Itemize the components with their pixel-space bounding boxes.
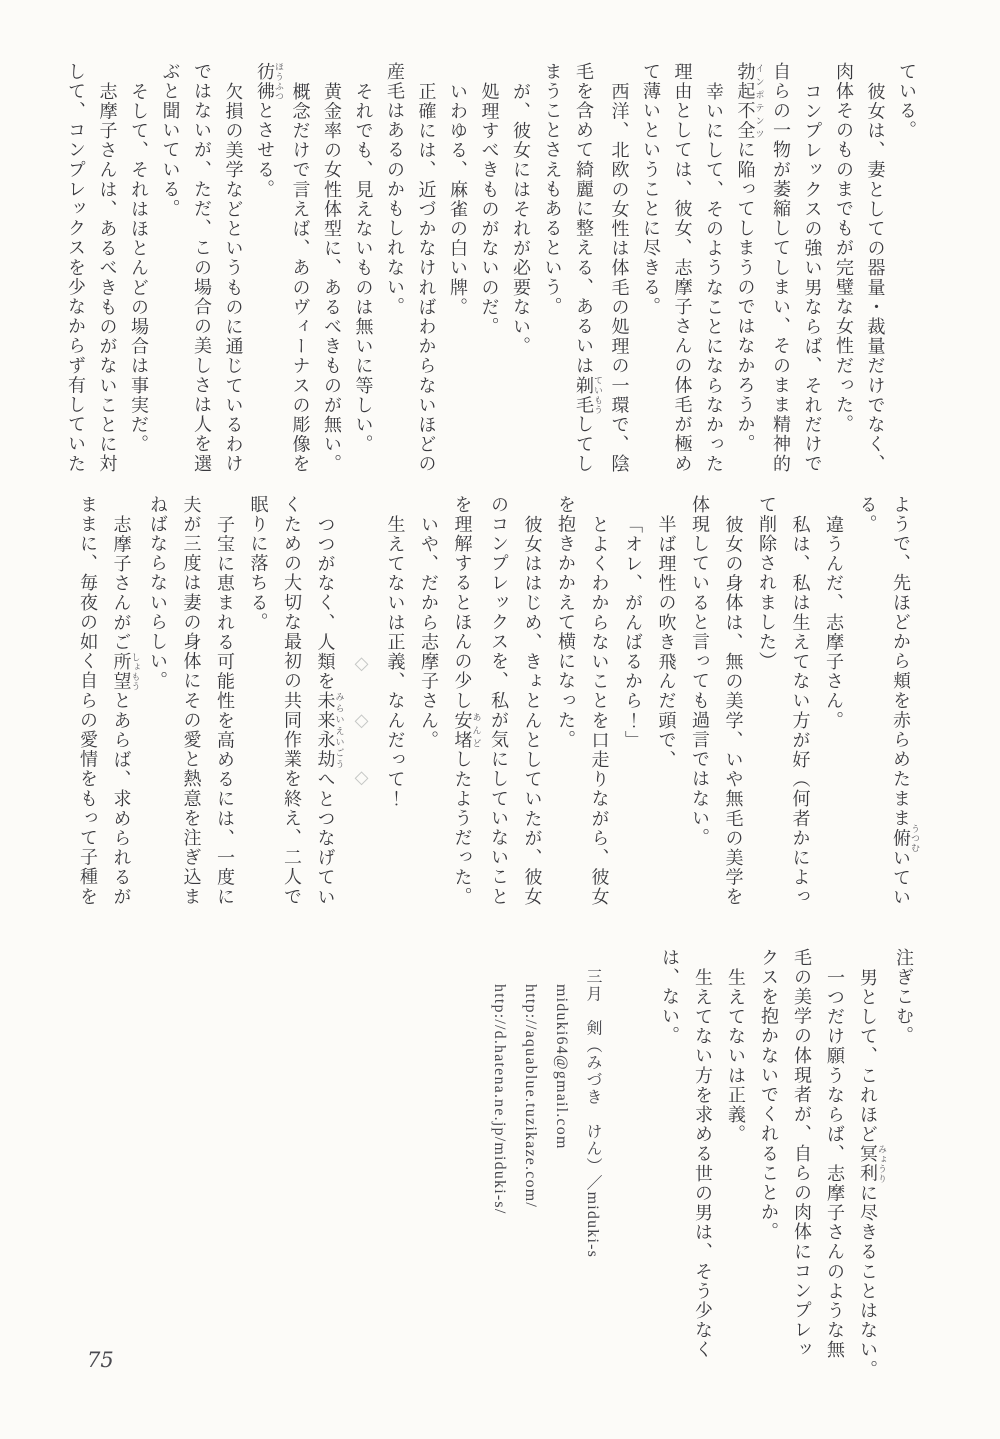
text-band-middle — [71, 495, 921, 940]
text-column: つつがなく、人類を未来永劫 みらいえいごうへとつなげてい — [315, 515, 345, 908]
text-column: て削除されました） — [757, 495, 777, 672]
text-column: 黄金率の女性体型に、あるべきものが無い。 — [322, 82, 342, 474]
text-column: 志摩子さんは、あるべきものがないことに対 — [97, 82, 118, 474]
text-column: 体現していると言っても過言ではない。 — [690, 495, 710, 848]
text-column: は、ない。 — [660, 948, 680, 1046]
text-column: 三月 剣（みづき けん）／miduki-s — [584, 968, 601, 1259]
text-column: ではないが、ただ、この場合の美しさは人を選 — [192, 62, 212, 474]
text-column: 勃起不全 インポテンツに陥ってしまうのではなかろうか。 — [735, 62, 765, 455]
text-column: 幸いにして、そのようなことにならなかった — [704, 82, 724, 474]
text-column: ねばならないらしい。 — [148, 495, 168, 691]
text-column: 違うんだ、志摩子さん。 — [824, 515, 844, 731]
text-column: それでも、見えないものは無いに等しい。 — [353, 82, 374, 455]
text-band-top — [60, 62, 923, 497]
text-column: コンプレックスの強い男ならば、それだけで — [802, 82, 823, 474]
text-column: ままに、毎夜の如く自らの愛情をもって子種を — [78, 495, 98, 907]
text-column: くための大切な最初の共同作業を終え、二人で — [282, 495, 302, 907]
section-divider: ◇ ◇ ◇ — [352, 653, 372, 797]
text-column: 彷彿 ほうふつとさせる。 — [255, 62, 284, 200]
text-column: 「オレ、がんばるから！」 — [623, 515, 643, 751]
text-column: 正確には、近づかなければわからないほどの — [416, 82, 437, 474]
text-column: 毛を含めて綺麗に整える、あるいは剃毛 ていもうしてし — [574, 62, 603, 474]
text-column: 生えてない方を求める世の男は、そう少なく — [693, 968, 713, 1360]
text-column: 半ば理性の吹き飛んだ頭で、 — [656, 515, 677, 770]
text-column: 彼女の身体は、無の美学、いや無毛の美学を — [723, 515, 744, 907]
text-column: 一つだけ願うならば、志摩子さんのような無 — [825, 968, 845, 1360]
text-column: 肉体そのものまでもが完璧な女性だった。 — [834, 62, 854, 435]
text-column: して、コンプレックスを少なからず有していた — [66, 62, 86, 474]
text-column: http://aquablue.tuzikaze.com/ — [522, 984, 539, 1209]
text-column: 処理すべきものがないのだ。 — [479, 82, 500, 337]
text-band-bottom — [653, 948, 920, 1380]
text-column: 概念だけで言えば、あのヴィーナスの彫像を — [290, 82, 311, 474]
text-column: が、彼女にはそれが必要ない。 — [511, 82, 531, 357]
text-column: 毛の美学の体現者が、自らの肉体にコンプレッ — [792, 948, 812, 1360]
text-column: クスを抱かないでくれることか。 — [759, 948, 779, 1242]
text-column: いわゆる、麻雀の白い牌。 — [448, 82, 468, 318]
text-column: そして、それはほとんどの場合は事実だ。 — [129, 82, 149, 455]
page-number: 75 — [87, 1348, 114, 1372]
text-column: 理由としては、彼女、志摩子さんの体毛が極め — [672, 62, 693, 474]
text-column: いや、だから志摩子さん。 — [419, 515, 439, 751]
text-column: 夫が三度は妻の身体にその愛と熱意を注ぎ込ま — [181, 495, 202, 907]
text-column: 眠りに落ちる。 — [248, 495, 269, 633]
text-column: 男として、これほど冥利 みょうりに尽きることはない。 — [858, 968, 887, 1380]
text-column: 注ぎこむ。 — [894, 948, 914, 1046]
text-column: とよくわからないことを口走りながら、彼女 — [589, 515, 610, 907]
text-column: 彼女は、妻としての器量・裁量だけでなく、 — [865, 82, 886, 474]
text-column: 子宝に恵まれる可能性を高めるには、一度に — [215, 515, 235, 907]
text-column: http://d.hatena.ne.jp/miduki-s/ — [491, 984, 508, 1215]
text-column: ようで、先ほどから頬を赤らめたまま俯 うつむいてい — [891, 495, 920, 908]
text-column: のコンプレックスを、私が気にしていないこと — [489, 495, 509, 907]
text-column: を理解するとほんの少し安堵 あんどしたようだった。 — [452, 495, 482, 907]
text-column: 欠損の美学などというものに通じているわけ — [223, 82, 244, 474]
text-column: ぶと聞いている。 — [160, 62, 181, 219]
text-column: 志摩子さんがご所望 しょもうとあらば、求められるが — [111, 515, 141, 908]
text-column: 彼女ははじめ、きょとんとしていたが、彼女 — [522, 515, 543, 907]
text-column: まうことさえもあるという。 — [542, 62, 563, 317]
text-column: 自らの一物が萎縮してしまい、そのまま精神的 — [771, 62, 791, 474]
colophon-block — [484, 968, 608, 1348]
text-column: を抱きかかえて横になった。 — [556, 495, 576, 750]
text-column: 西洋、北欧の女性は体毛の処理の一環で、陰 — [609, 82, 630, 474]
text-column: 産毛はあるのかもしれない。 — [385, 62, 405, 317]
text-column: 生えてないは正義。 — [726, 968, 746, 1145]
text-column: ている。 — [897, 62, 917, 141]
text-column: る。 — [857, 495, 878, 535]
text-column: 生えてないは正義、なんだって！ — [385, 515, 406, 809]
text-column: 私は、私は生えてない方が好（何者かによっ — [790, 515, 811, 907]
text-column: て薄いということに尽きる。 — [641, 62, 661, 317]
text-column: miduki64@gmail.com — [553, 984, 570, 1150]
